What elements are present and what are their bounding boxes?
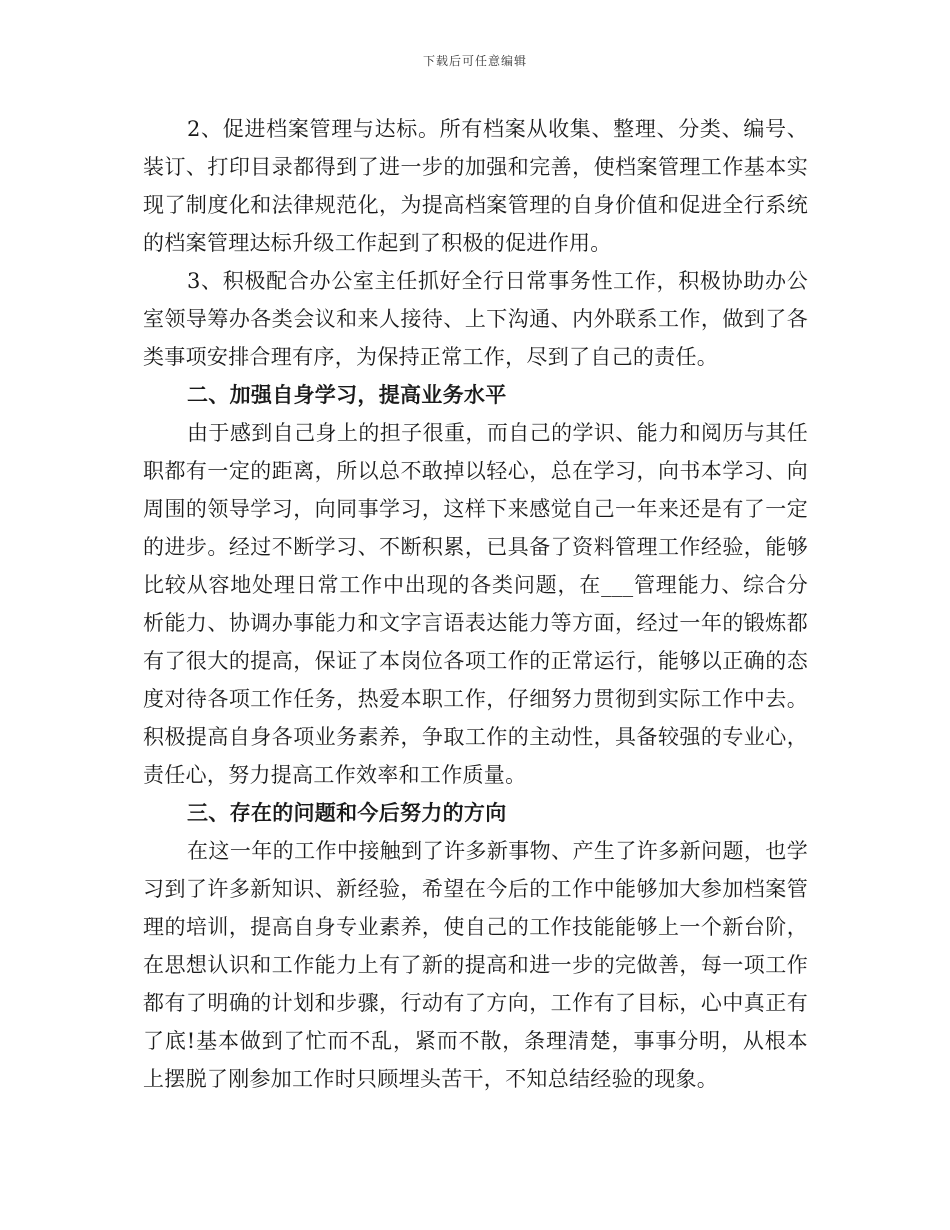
paragraph-archive-management: 2、促进档案管理与达标。所有档案从收集、整理、分类、编号、装订、打印目录都得到了进一步的加强和完善，使档案管理工作基本实现了制度化和法律规范化，为提高档案管理的自身价值和促进全行系统的档案管理达标升级工作起到了积极的促进作用。 [143,117,808,255]
paragraph-self-study: 由于感到自己身上的担子很重，而自己的学识、能力和阅历与其任职都有一定的距离，所以总不敢掉以轻心，总在学习，向书本学习、向周围的领导学习，向同事学习，这样下来感觉自己一年来还是有了一定的进步。经过不断学习、不断积累，已具备了资料管理工作经验，能够比较从容地处理日常工作中出现的各类问题，在___管理能力、综合分析能力、协调办事能力和文字言语表达能力等方面，经过一年的锻炼都有了很大的提高，保证了本岗位各项工作的正常运行，能够以正确的态度对待各项工作任务，热爱本职工作，仔细努力贯彻到实际工作中去。积极提高自身各项业务素养，争取工作的主动性，具备较强的专业心，责任心，努力提高工作效率和工作质量。 [143,421,808,787]
document-body [143,110,808,1098]
section-heading-problems-direction: 三、存在的问题和今后努力的方向 [187,800,507,825]
section-heading-self-study: 二、加强自身学习，提高业务水平 [187,382,507,407]
page-header-note: 下载后可任意编辑 [422,54,527,68]
paragraph-office-affairs: 3、积极配合办公室主任抓好全行日常事务性工作，积极协助办公室领导筹办各类会议和来人接待、上下沟通、内外联系工作，做到了各类事项安排合理有序，为保持正常工作，尽到了自己的责任。 [143,269,808,369]
paragraph-future-direction: 在这一年的工作中接触到了许多新事物、产生了许多新问题，也学习到了许多新知识、新经验，希望在今后的工作中能够加大参加档案管理的培训，提高自身专业素养，使自己的工作技能能够上一个新台阶，在思想认识和工作能力上有了新的提高和进一步的完做善，每一项工作都有了明确的计划和步骤，行动有了方向，工作有了目标，心中真正有了底!基本做到了忙而不乱，紧而不散，条理清楚，事事分明，从根本上摆脱了刚参加工作时只顾埋头苦干，不知总结经验的现象。 [143,839,808,1091]
